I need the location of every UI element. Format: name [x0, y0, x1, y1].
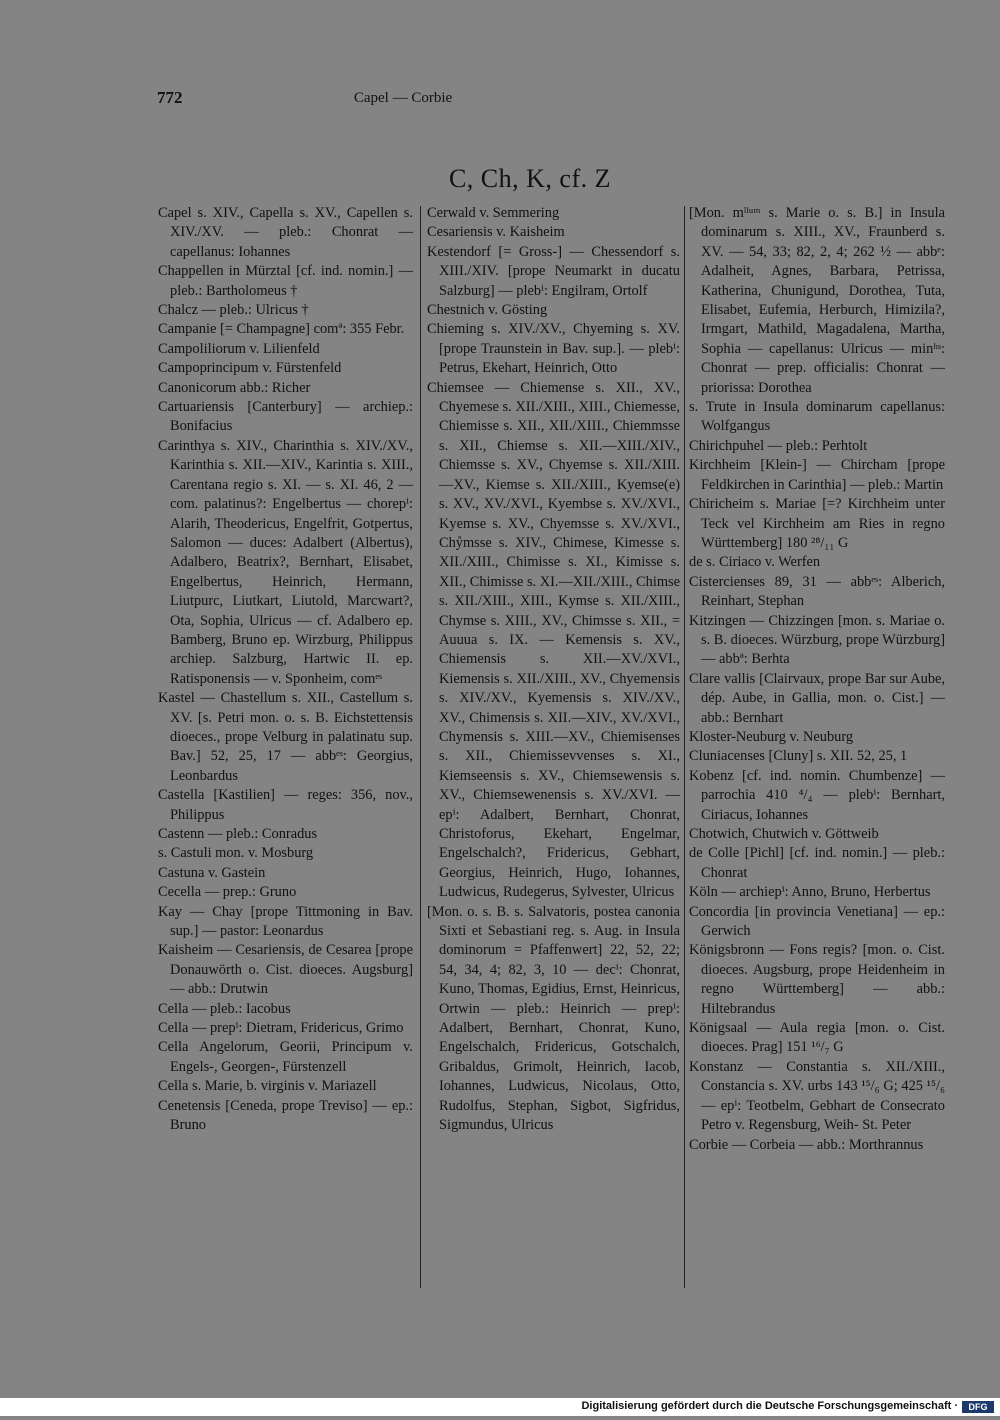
- index-entry: Cecella — prep.: Gruno: [158, 884, 297, 901]
- index-entry: Cluniacenses [Cluny] s. XII. 52, 25, 1: [689, 748, 908, 765]
- index-entry: Cella s. Marie, b. virginis v. Mariazell: [158, 1078, 377, 1095]
- page-number: 772: [157, 88, 183, 107]
- index-entry: Corbie — Corbeia — abb.: Morthrannus: [689, 1136, 924, 1153]
- index-entry: Cella — pleb.: Iacobus: [158, 1000, 291, 1017]
- index-entry: Cerwald v. Semmering: [427, 205, 560, 221]
- index-entry: Chiricheim s. Mariae [=? Kirchheim unter Teck vel Kirchheim am Ries in regno Württemberg] 180 ²⁸/₁₁ G: [689, 496, 945, 551]
- index-entry: de s. Ciriaco v. Werfen: [689, 554, 821, 571]
- section-heading: C, Ch, K, cf. Z: [448, 164, 612, 193]
- index-entry: Cartuariensis [Canterbury] — archiep.: Bonifacius: [158, 399, 413, 435]
- index-entry: Castenn — pleb.: Conradus: [158, 826, 318, 842]
- index-entry: Chirichpuhel — pleb.: Perhtolt: [689, 437, 868, 454]
- index-entry: Kastel — Chastellum s. XII., Castellum s. XV. [s. Petri mon. o. s. B. Eichstettensis dioeces., prope Velburg in palatinatu sup. Bav.] 52, 25, 17 — abbᵉˢ: Georgius, Leonbardus: [158, 690, 413, 784]
- index-entry: Cistercienses 89, 31 — abbᵉˢ: Alberich, Reinhart, Stephan: [689, 573, 945, 610]
- index-column-2: [427, 204, 680, 1136]
- index-entry: Concordia [in provincia Venetiana] — ep.: Gerwich: [689, 903, 945, 940]
- footer-bar: [0, 1398, 1000, 1416]
- index-entry: Chappellen in Mürztal [cf. ind. nomin.] — pleb.: Bartholomeus †: [158, 263, 413, 299]
- index-entry: Chestnich v. Gösting: [427, 302, 548, 319]
- index-entry: Kirchheim [Klein-] — Chircham [prope Feldkirchen in Carinthia] — pleb.: Martin: [689, 457, 945, 493]
- index-entry: Kestendorf [= Gross-] — Chessendorf s. XIII./XIV. [prope Neumarkt in ducatu Salzburg] — plebⁱ: Engilram, Ortolf: [427, 243, 680, 299]
- page-header: [157, 88, 637, 112]
- index-entry: Canonicorum abb.: Richer: [158, 379, 311, 396]
- index-entry: Kloster-Neuburg v. Neuburg: [689, 728, 854, 745]
- index-entry: Chieming s. XIV./XV., Chyeming s. XV. [prope Traunstein in Bav. sup.]. — plebⁱ: Petrus, Ekehart, Heinrich, Otto: [427, 321, 680, 377]
- column-divider: [420, 206, 421, 1288]
- index-entry: Campoprincipum v. Fürstenfeld: [158, 360, 342, 377]
- index-entry: Kay — Chay [prope Tittmoning in Bav. sup.] — pastor: Leonardus: [158, 903, 413, 940]
- index-entry: Campanie [= Champagne] comª: 355 Febr.: [158, 321, 405, 338]
- index-entry: Kitzingen — Chizzingen [mon. s. Mariae o. s. B. dioeces. Würzburg, prope Würzburg] — abbª: Berhta: [689, 612, 945, 668]
- index-entry: [Mon. o. s. B. s. Salvatoris, postea canonia Sixti et Sebastiani reg. s. Aug. in Insula dominorum = Pfaffenwert] 22, 52, 22; 54, 34, 4; 82, 3, 10 — decⁱ: Chonrat, Kuno, Thomas, Egidius, Ernst, Heinricus, Ortwin — pleb.: Heinrich — prepⁱ: Adalbert, Bernhart, Chonrat, Kuno, Engelschalch, Fridericus, Gotschalch, Gribaldus, Grimolt, Heinrich, Iacob, Iohannes, Ludwicus, Nicolaus, Otto, Rudolfus, Stephan, Sigbot, Sigfridus, Sigmundus, Ulricus: [427, 903, 680, 1134]
- index-entry: Campoliliorum v. Lilienfeld: [158, 340, 320, 357]
- index-entry: Capel s. XIV., Capella s. XV., Capellen s. XIV./XV. — pleb.: Chonrat — capellanus: Iohannes: [158, 205, 413, 260]
- footer-credit: Digitalisierung gefördert durch die Deutsche Forschungsgemeinschaft ·: [581, 1400, 958, 1412]
- index-column-3: [689, 204, 945, 1155]
- index-entry: Castella [Kastilien] — reges: 356, nov., Philippus: [158, 787, 413, 823]
- index-entry: Kaisheim — Cesariensis, de Cesarea [prope Donauwörth o. Cist. dioeces. Augsburg] — abb.: Drutwin: [158, 942, 413, 998]
- index-entry: s. Castuli mon. v. Mosburg: [158, 845, 314, 862]
- index-entry: Castuna v. Gastein: [158, 864, 266, 881]
- column-divider: [684, 206, 685, 1288]
- index-entry: Königsbronn — Fons regis? [mon. o. Cist. dioeces. Augsburg, prope Heidenheim in regno Württemberg] — abb.: Hiltebrandus: [689, 942, 945, 1017]
- dfg-logo: DFG: [962, 1401, 994, 1413]
- index-entry: Köln — archiepⁱ: Anno, Bruno, Herbertus: [689, 884, 931, 901]
- index-entry: [Mon. mˡˡᵘᵐ s. Marie o. s. B.] in Insula dominarum s. XIII., XV., Fraunberd s. XV. — 54, 33; 82, 2, 4; 262 ½ — abbᵉ: Adalheit, Agnes, Barbara, Petrissa, Katherina, Chunigund, Dorothea, Tuta, Elisabet, Eufemia, Herburch, Himizila?, Irmgart, Mathild, Magadalena, Martha, Sophia — capellanus: Ulricus — minʰˢ: Chonrat — prep. officialis: Chonrat — priorissa: Dorothea: [689, 205, 945, 396]
- index-column-1: [158, 204, 413, 1136]
- index-entry: Clare vallis [Clairvaux, prope Bar sur Aube, dép. Aube, in Gallia, mon. o. Cist.] — abb.: Bernhart: [689, 670, 945, 726]
- index-entry: s. Trute in Insula dominarum capellanus: Wolfgangus: [689, 399, 945, 435]
- index-entry: Cella Angelorum, Georii, Principum v. Engels-, Georgen-, Fürstenzell: [158, 1039, 413, 1075]
- index-entry: de Colle [Pichl] [cf. ind. nomin.] — pleb.: Chonrat: [689, 845, 945, 881]
- index-entry: Königsaal — Aula regia [mon. o. Cist. dioeces. Prag] 151 ¹⁶/₇ G: [689, 1020, 945, 1056]
- index-entry: Cella — prepⁱ: Dietram, Fridericus, Grimo: [158, 1020, 404, 1037]
- index-entry: Chiemsee — Chiemense s. XII., XV., Chyemese s. XII./XIII., XIII., Chiemesse, Chiemisse s. XII., XII./XIII., Chiemmsse s. XII., Chiemse s. XII.—XIII./XIV., Chiemsse s. XV., Chyemse s. XII./XIII.—XV., Kiemse s. XII./XIII., Kyemse(e) s. XV., XV./XVI., Kyembse s. XV./XVI., Kyemse s. XV., Chyemsse s. XV./XVI., Chẙmsse s. XIV., Chimese, Kimesse s. XII./XIII., Chimisse s. XI., Kimisse s. XII., Chimisse s. XI.—XII./XIII., Chimse s. XII./XIII., XIII., Kymse s. XII./XIII., Chymse s. XIII., XV., Chimsse s. XII., = Auuua s. IX. — Kemensis s. XV., Chiemensis s. XII.—XV./XVI., Kiemensis s. XII./XIII., XV., Chyemensis s. XIV./XV., Kyemensis s. XIV./XV., XV., Chimensis s. XII.—XIV., XV./XVI., Chymensis s. XIII.—XV., Chiemisenses s. XII., Chiemissevvenses s. XI., Kiemseensis s. XV., Chiemsewensis s. XV., Chiemsewenensis s. XV./XVI. — epⁱ: Adalbert, Bernhart, Chonrat, Christoforus, Ekehart, Engelmar, Engelschalch?, Fridericus, Gebhart, Georgius, Heinrich, Hugo, Iohannes, Ludwicus, Rudegerus, Sylvester, Ulricus: [427, 379, 681, 901]
- index-entry: Cesariensis v. Kaisheim: [427, 224, 565, 241]
- index-entry: Chalcz — pleb.: Ulricus †: [158, 302, 309, 319]
- index-entry: Konstanz — Constantia s. XII./XIII., Constancia s. XV. urbs 143 ¹⁵/₆ G; 425 ¹⁵/₆ — epⁱ: Teotbelm, Gebhart de Consecrato Petro v. Regensburg, Weih- St. Peter: [689, 1058, 945, 1134]
- index-entry: Cenetensis [Ceneda, prope Treviso] — ep.: Bruno: [158, 1097, 413, 1134]
- running-head: Capel — Corbie: [353, 90, 453, 106]
- index-entry: Chotwich, Chutwich v. Göttweib: [689, 826, 879, 842]
- index-entry: Kobenz [cf. ind. nomin. Chumbenze] — parrochia 410 ⁴/₄ — plebⁱ: Bernhart, Ciriacus, Iohannes: [689, 767, 945, 823]
- index-entry: Carinthya s. XIV., Charinthia s. XIV./XV., Karinthia s. XII.—XIV., Karintia s. XIII., Carentana regio s. XI. — s. XI. 46, 2 — com. palatinus?: Engelbertus — chorepⁱ: Alarih, Theodericus, Engelfrit, Gotpertus, Salomon — duces: Adalbert (Albertus), Adalbero, Beatrix?, Bernhart, Elisabet, Engelbertus, Heinrich, Hermann, Liutpurc, Liutkart, Liutold, Marcwart?, Ota, Sophia, Ulricus — cf. Adalbero ep. Bamberg, Bruno ep. Wirzburg, Philippus archiep. Salzburg, Hartwic II. ep. Ratisponensis — v. Sponheim, comᵉˢ: [158, 437, 413, 687]
